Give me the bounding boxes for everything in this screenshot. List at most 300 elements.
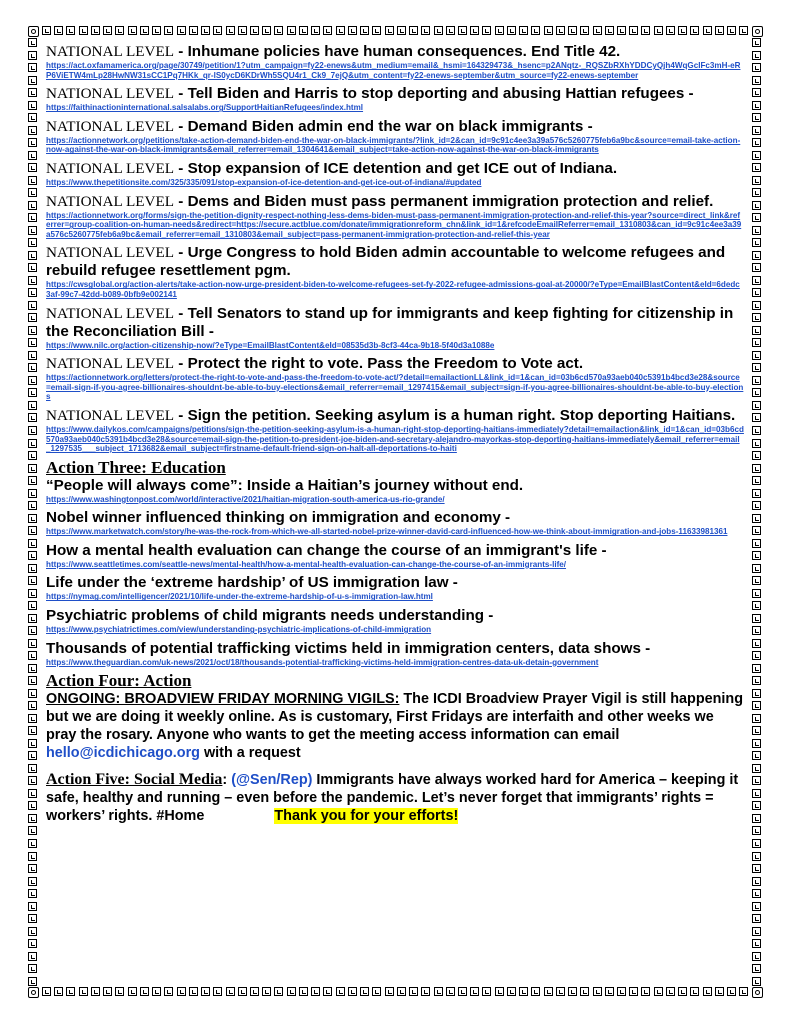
frame-ornament — [28, 939, 37, 948]
national-level-list — [46, 43, 744, 454]
frame-ornament — [519, 987, 528, 996]
national-item — [46, 43, 744, 80]
frame-ornament — [727, 987, 736, 996]
frame-ornament — [752, 326, 761, 335]
item-title: Inhumane policies have human consequences. End Title 42. — [187, 43, 621, 60]
frame-ornament — [752, 401, 761, 410]
frame-ornament — [28, 589, 37, 598]
frame-ornament — [250, 987, 259, 996]
frame-ornament — [752, 914, 761, 923]
frame-border-left — [28, 38, 39, 986]
frame-ornament — [507, 26, 516, 35]
frame-ornament — [752, 363, 761, 372]
frame-ornament — [28, 238, 37, 247]
frame-ornament — [28, 401, 37, 410]
frame-ornament — [752, 489, 761, 498]
article-link[interactable]: https://www.psychiatrictimes.com/view/understanding-psychiatric-implications-of-child-immigration — [46, 625, 432, 635]
contact-email-link[interactable]: hello@icdichicago.org — [46, 745, 200, 762]
frame-ornament — [311, 987, 320, 996]
article-link[interactable]: https://www.marketwatch.com/story/he-was-the-rock-from-which-we-all-started-nobel-prize-winner-david-card-influenced-how-we-think-about-immigration-and-jobs-11633981361 — [46, 527, 728, 537]
frame-ornament — [482, 26, 491, 35]
frame-ornament — [128, 26, 137, 35]
petition-link[interactable]: https://www.dailykos.com/campaigns/petitions/sign-the-petition-seeking-asylum-is-a-human-right-stop-deporting-haitians-immediately?detail=emailaction&link_id=1&can_id=03b6cd570a93aeb040c5391b4bcd3e28&source=email-sign-the-petition-to-president-joe-biden-and-secretary-alejandro-mayorkas-stop-deporting-haitians-immediately&email_referrer=email_1297535___subject_1713682&email_subject=firstname-default-friend-sign-on-halt-all-deportations-to-haiti — [46, 424, 744, 454]
frame-ornament — [287, 987, 296, 996]
article-link[interactable]: https://www.seattletimes.com/seattle-news/mental-health/how-a-mental-health-evaluation-can-change-the-course-of-an-immigrants-life/ — [46, 559, 567, 569]
frame-ornament — [177, 987, 186, 996]
frame-ornament — [752, 451, 761, 460]
frame-ornament — [28, 476, 37, 485]
frame-ornament — [28, 751, 37, 760]
frame-ornament — [397, 26, 406, 35]
frame-ornament — [336, 987, 345, 996]
frame-ornament — [28, 789, 37, 798]
frame-ornament — [274, 26, 283, 35]
frame-ornament — [28, 864, 37, 873]
vigil-body: The ICDI Broadview Prayer Vigil is still happening but we are doing it weekly online. As is customary, First Fridays are interfaith and other weeks we pray the rosary. Anyone who wants to get the meeting access information can email — [46, 691, 743, 744]
item-title: Tell Biden and Harris to stop deporting and abusing Hattian refugees - — [187, 85, 694, 103]
frame-ornament — [28, 351, 37, 360]
frame-ornament — [28, 426, 37, 435]
national-item-title — [46, 160, 744, 178]
education-list — [46, 477, 744, 668]
title-separator: - — [174, 355, 188, 373]
title-separator: - — [174, 244, 188, 262]
frame-ornament — [348, 987, 357, 996]
frame-ornament — [752, 63, 761, 72]
frame-ornament — [28, 689, 37, 698]
frame-ornament — [421, 26, 430, 35]
frame-ornament — [28, 451, 37, 460]
frame-ornament — [28, 601, 37, 610]
frame-ornament — [28, 701, 37, 710]
twitter-handle: (@Sen/Rep) — [231, 772, 313, 789]
frame-ornament — [434, 987, 443, 996]
article-title: Psychiatric problems of child migrants needs understanding - — [46, 607, 494, 625]
frame-ornament — [323, 26, 332, 35]
frame-ornament — [28, 276, 37, 285]
frame-border-right — [752, 38, 763, 986]
frame-ornament — [28, 714, 37, 723]
frame-ornament — [54, 26, 63, 35]
national-item — [46, 118, 744, 155]
frame-ornament — [262, 987, 271, 996]
frame-ornament — [752, 426, 761, 435]
frame-ornament — [752, 313, 761, 322]
article-title: How a mental health evaluation can change the course of an immigrant's life - — [46, 541, 607, 559]
frame-ornament — [28, 88, 37, 97]
frame-ornament — [531, 987, 540, 996]
frame-ornament — [28, 288, 37, 297]
frame-ornament — [28, 151, 37, 160]
frame-ornament — [28, 76, 37, 85]
national-level-label: NATIONAL LEVEL — [46, 244, 175, 262]
frame-ornament — [752, 514, 761, 523]
frame-ornament — [140, 26, 149, 35]
frame-ornament — [752, 927, 761, 936]
petition-link[interactable]: https://actionnetwork.org/forms/sign-the-petition-dignity-respect-nothing-less-dems-biden-must-pass-permanent-immigration-protection-and-relief-this-year?source=direct_link&referrer=group-coalition-on-human-needs&redirect=https://secure.actblue.com/donate/immigrationreform_chn&link_id=1&refcodeEmailReferrer=email_1310803&can_id=9c91c4ee3a39a576c5260775feb6a9bc&email_referrer=email_1310803&email_subject=pass-permanent-immigration-protection-and-relief-this-year — [46, 210, 742, 239]
frame-ornament — [703, 26, 712, 35]
frame-ornament — [482, 987, 491, 996]
frame-ornament — [752, 251, 761, 260]
frame-ornament — [752, 977, 761, 986]
frame-ornament — [115, 987, 124, 996]
frame-ornament — [28, 338, 37, 347]
frame-ornament — [752, 614, 761, 623]
article-link[interactable]: https://nymag.com/intelligencer/2021/10/life-under-the-extreme-hardship-of-u-s-immigration-law.html — [46, 592, 433, 602]
frame-ornament — [42, 987, 51, 996]
frame-ornament — [752, 238, 761, 247]
frame-ornament — [666, 987, 675, 996]
frame-corner-top-right — [752, 26, 763, 37]
frame-ornament — [752, 76, 761, 85]
frame-ornament — [752, 476, 761, 485]
frame-ornament — [752, 38, 761, 47]
frame-ornament — [752, 939, 761, 948]
frame-ornament — [544, 26, 553, 35]
frame-ornament — [752, 201, 761, 210]
national-item-title — [46, 193, 744, 211]
frame-ornament — [385, 26, 394, 35]
frame-ornament — [115, 26, 124, 35]
frame-ornament — [752, 113, 761, 122]
frame-ornament — [336, 26, 345, 35]
frame-ornament — [617, 987, 626, 996]
national-item-title — [46, 43, 744, 61]
frame-ornament — [409, 26, 418, 35]
frame-ornament — [28, 764, 37, 773]
title-separator: - — [174, 192, 188, 210]
frame-ornament — [752, 601, 761, 610]
frame-ornament — [703, 987, 712, 996]
frame-ornament — [28, 664, 37, 673]
frame-ornament — [28, 801, 37, 810]
frame-ornament — [752, 138, 761, 147]
frame-ornament — [28, 138, 37, 147]
frame-ornament — [470, 987, 479, 996]
national-item-title — [46, 85, 744, 103]
title-separator: - — [174, 43, 188, 60]
frame-ornament — [752, 539, 761, 548]
frame-ornament — [385, 987, 394, 996]
item-title: Dems and Biden must pass permanent immigration protection and relief. — [187, 192, 714, 210]
title-separator: - — [174, 117, 188, 135]
frame-ornament — [752, 188, 761, 197]
education-item — [46, 574, 744, 602]
frame-ornament — [274, 987, 283, 996]
frame-ornament — [654, 26, 663, 35]
frame-ornament — [360, 987, 369, 996]
frame-ornament — [752, 651, 761, 660]
frame-ornament — [28, 251, 37, 260]
frame-ornament — [28, 977, 37, 986]
frame-ornament — [152, 987, 161, 996]
frame-ornament — [666, 26, 675, 35]
frame-ornament — [458, 987, 467, 996]
frame-corner-bottom-right — [752, 987, 763, 998]
article-title: Life under the ‘extreme hardship’ of US immigration law - — [46, 574, 458, 592]
frame-ornament — [752, 388, 761, 397]
frame-ornament — [28, 877, 37, 886]
frame-ornament — [752, 163, 761, 172]
petition-link[interactable]: https://www.thepetitionsite.com/325/335/091/stop-expansion-of-ice-detention-and-get-ice-out-of-indiana/#updated — [46, 177, 482, 187]
frame-ornament — [91, 987, 100, 996]
frame-ornament — [79, 26, 88, 35]
frame-ornament — [152, 26, 161, 35]
frame-ornament — [752, 864, 761, 873]
frame-ornament — [752, 213, 761, 222]
frame-ornament — [421, 987, 430, 996]
frame-ornament — [678, 987, 687, 996]
frame-border-bottom — [42, 987, 749, 998]
frame-ornament — [28, 539, 37, 548]
frame-ornament — [752, 413, 761, 422]
education-item — [46, 477, 744, 505]
article-title: Nobel winner influenced thinking on immigration and economy - — [46, 509, 511, 527]
frame-ornament — [752, 351, 761, 360]
frame-ornament — [752, 826, 761, 835]
frame-ornament — [519, 26, 528, 35]
petition-link[interactable]: https://faithinactioninternational.salsalabs.org/SupportHaitianRefugees/index.html — [46, 103, 364, 113]
education-item — [46, 542, 744, 570]
frame-ornament — [752, 789, 761, 798]
national-level-label: NATIONAL LEVEL — [46, 43, 175, 60]
frame-ornament — [28, 101, 37, 110]
frame-ornament — [360, 26, 369, 35]
frame-ornament — [348, 26, 357, 35]
frame-ornament — [752, 376, 761, 385]
action-five-body: Immigrants have always worked hard for America – keeping it safe, healthy and running – even before the pandemic. Let’s never forget that immigrants’ rights = workers’ rights. #Home — [46, 772, 739, 825]
petition-link[interactable]: https://www.nilc.org/action-citizenship-now/?eType=EmailBlastContent&eId=08535d3b-8cf3-44ca-9b18-5f40d3a1088e — [46, 340, 495, 350]
frame-ornament — [299, 987, 308, 996]
frame-ornament — [568, 26, 577, 35]
frame-ornament — [752, 263, 761, 272]
national-item-title — [46, 118, 744, 136]
frame-ornament — [752, 839, 761, 848]
frame-ornament — [739, 987, 748, 996]
frame-ornament — [28, 226, 37, 235]
frame-ornament — [605, 987, 614, 996]
frame-ornament — [28, 626, 37, 635]
frame-ornament — [752, 276, 761, 285]
national-level-label: NATIONAL LEVEL — [46, 192, 175, 210]
frame-ornament — [752, 814, 761, 823]
frame-ornament — [28, 363, 37, 372]
frame-ornament — [66, 26, 75, 35]
frame-ornament — [752, 176, 761, 185]
frame-ornament — [580, 26, 589, 35]
frame-ornament — [752, 526, 761, 535]
national-item — [46, 244, 744, 299]
frame-ornament — [434, 26, 443, 35]
petition-link[interactable]: https://act.oxfamamerica.org/page/30749/petition/1?utm_campaign=fy22-enews&utm_medium=email&_hsmi=164329473&_hsenc=p2ANqtz-_RQSZbRXhYDDCyQjh4WqGcIFc3mH-eRP6ViETW4mLp28HwNW31sCC1Pq7HKk_qr-lS0ycD6KDrWh5SQU4r1_Ck9_7ejQ&utm_content=fy22-enews-september&utm_source=fy22-enews-september — [46, 61, 741, 80]
title-separator: - — [174, 406, 188, 424]
frame-ornament — [641, 26, 650, 35]
frame-ornament — [752, 464, 761, 473]
frame-ornament — [28, 614, 37, 623]
article-title: “People will always come”: Inside a Haitian’s journey without end. — [46, 476, 524, 494]
frame-ornament — [28, 839, 37, 848]
frame-ornament — [28, 126, 37, 135]
frame-ornament — [507, 987, 516, 996]
frame-ornament — [752, 439, 761, 448]
frame-ornament — [593, 987, 602, 996]
frame-ornament — [311, 26, 320, 35]
frame-ornament — [28, 501, 37, 510]
frame-ornament — [28, 576, 37, 585]
frame-ornament — [617, 26, 626, 35]
frame-ornament — [226, 26, 235, 35]
frame-ornament — [28, 514, 37, 523]
frame-ornament — [727, 26, 736, 35]
item-title: Sign the petition. Seeking asylum is a human right. Stop deporting Haitians. — [187, 406, 736, 424]
title-separator: - — [174, 159, 188, 177]
frame-ornament — [752, 101, 761, 110]
frame-ornament — [28, 639, 37, 648]
national-item-title — [46, 244, 744, 280]
frame-ornament — [28, 63, 37, 72]
national-item — [46, 193, 744, 240]
frame-ornament — [28, 263, 37, 272]
frame-ornament — [641, 987, 650, 996]
petition-link[interactable]: https://cwsglobal.org/action-alerts/take-action-now-urge-president-biden-to-welcome-refugees-set-fy-2022-refugee-admissions-goal-at-20000/?eType=EmailBlastContent&eId=6dedc3af-99c7-42dd-b089-0bfb9e002141 — [46, 280, 740, 299]
frame-ornament — [28, 376, 37, 385]
frame-ornament — [28, 964, 37, 973]
article-link[interactable]: https://www.theguardian.com/uk-news/2021/oct/18/thousands-potential-trafficking-victims-held-immigration-centres-data-uk-detain-government — [46, 657, 599, 667]
frame-ornament — [213, 26, 222, 35]
frame-ornament — [28, 413, 37, 422]
frame-ornament — [213, 987, 222, 996]
frame-ornament — [28, 814, 37, 823]
frame-ornament — [28, 551, 37, 560]
frame-ornament — [752, 877, 761, 886]
article-link[interactable]: https://www.washingtonpost.com/world/interactive/2021/haitian-migration-south-america-us-rio-grande/ — [46, 494, 445, 504]
frame-ornament — [140, 987, 149, 996]
frame-ornament — [752, 589, 761, 598]
frame-ornament — [752, 764, 761, 773]
national-level-label: NATIONAL LEVEL — [46, 406, 175, 424]
frame-ornament — [372, 987, 381, 996]
frame-ornament — [28, 301, 37, 310]
frame-ornament — [752, 551, 761, 560]
frame-ornament — [128, 987, 137, 996]
national-item-title — [46, 305, 744, 341]
frame-ornament — [752, 676, 761, 685]
frame-ornament — [28, 201, 37, 210]
frame-ornament — [28, 739, 37, 748]
petition-link[interactable]: https://actionnetwork.org/letters/protect-the-right-to-vote-and-pass-the-freedom-to-vote-act/?detail=emailactionLL&link_id=1&can_id=03b6cd570a93aeb040c5391b4bcd3e28&source=email-sign-if-you-agree-billionaires-shouldnt-be-able-to-buy-elections&email_referrer=email_1297415&email_subject=sign-if-you-agree-billionaires-shouldnt-be-able-to-buy-elections — [46, 373, 744, 402]
frame-ornament — [28, 902, 37, 911]
frame-ornament — [54, 987, 63, 996]
frame-ornament — [470, 26, 479, 35]
action-four-heading: Action Four: Action — [46, 671, 192, 691]
frame-ornament — [103, 26, 112, 35]
frame-ornament — [201, 987, 210, 996]
frame-ornament — [28, 113, 37, 122]
national-level-label: NATIONAL LEVEL — [46, 355, 175, 373]
frame-ornament — [752, 664, 761, 673]
frame-ornament — [28, 489, 37, 498]
thank-you-note: Thank you for your efforts! — [274, 808, 459, 825]
frame-ornament — [715, 26, 724, 35]
vigil-lead: ONGOING: BROADVIEW FRIDAY MORNING VIGILS: — [46, 691, 400, 708]
frame-ornament — [28, 726, 37, 735]
frame-ornament — [397, 987, 406, 996]
frame-ornament — [752, 88, 761, 97]
frame-border-top — [42, 26, 749, 37]
frame-ornament — [752, 739, 761, 748]
frame-ornament — [28, 914, 37, 923]
frame-ornament — [752, 902, 761, 911]
frame-ornament — [752, 964, 761, 973]
action-four-section — [46, 672, 744, 762]
frame-ornament — [556, 987, 565, 996]
petition-link[interactable]: https://actionnetwork.org/petitions/take-action-demand-biden-end-the-war-on-black-immigrants/?link_id=2&can_id=9c91c4ee3a39a576c5260775feb6a9bc&source=email-take-action-now-against-the-war-on-black-immigrants&email_referrer=email_1304641&email_subject=take-action-now-against-the-war-on-black-immigrants — [46, 135, 741, 155]
national-item — [46, 407, 744, 454]
frame-ornament — [28, 564, 37, 573]
frame-ornament — [28, 163, 37, 172]
frame-ornament — [629, 987, 638, 996]
frame-ornament — [629, 26, 638, 35]
frame-ornament — [28, 439, 37, 448]
frame-ornament — [495, 987, 504, 996]
frame-ornament — [91, 26, 100, 35]
frame-ornament — [28, 676, 37, 685]
item-title: Protect the right to vote. Pass the Freedom to Vote act. — [187, 355, 584, 373]
frame-ornament — [28, 889, 37, 898]
frame-ornament — [28, 38, 37, 47]
frame-ornament — [323, 987, 332, 996]
frame-ornament — [752, 126, 761, 135]
frame-ornament — [299, 26, 308, 35]
national-item-title — [46, 407, 744, 425]
action-three-section — [46, 459, 744, 668]
frame-ornament — [250, 26, 259, 35]
frame-ornament — [28, 176, 37, 185]
frame-ornament — [752, 338, 761, 347]
national-item — [46, 355, 744, 402]
frame-ornament — [752, 564, 761, 573]
frame-ornament — [28, 927, 37, 936]
frame-ornament — [189, 987, 198, 996]
frame-ornament — [42, 26, 51, 35]
frame-ornament — [28, 213, 37, 222]
frame-ornament — [531, 26, 540, 35]
frame-ornament — [752, 576, 761, 585]
frame-ornament — [28, 826, 37, 835]
frame-ornament — [66, 987, 75, 996]
frame-ornament — [690, 987, 699, 996]
action-five-heading: Action Five: Social Media — [46, 771, 223, 789]
frame-ornament — [752, 639, 761, 648]
title-separator: - — [174, 304, 188, 322]
frame-ornament — [28, 526, 37, 535]
item-title: Tell Senators to stand up for immigrants and keep fighting for citizenship in the Reconciliation Bill - — [46, 304, 734, 340]
frame-ornament — [189, 26, 198, 35]
frame-ornament — [593, 26, 602, 35]
vigil-tail: with a request — [199, 745, 301, 762]
frame-ornament — [28, 51, 37, 60]
frame-ornament — [28, 188, 37, 197]
national-level-label: NATIONAL LEVEL — [46, 159, 175, 177]
frame-ornament — [690, 26, 699, 35]
action-three-heading: Action Three: Education — [46, 457, 226, 477]
action-four-text — [46, 690, 744, 762]
frame-ornament — [752, 689, 761, 698]
frame-ornament — [28, 313, 37, 322]
frame-ornament — [752, 301, 761, 310]
national-level-label: NATIONAL LEVEL — [46, 304, 175, 322]
document-body — [46, 43, 744, 983]
